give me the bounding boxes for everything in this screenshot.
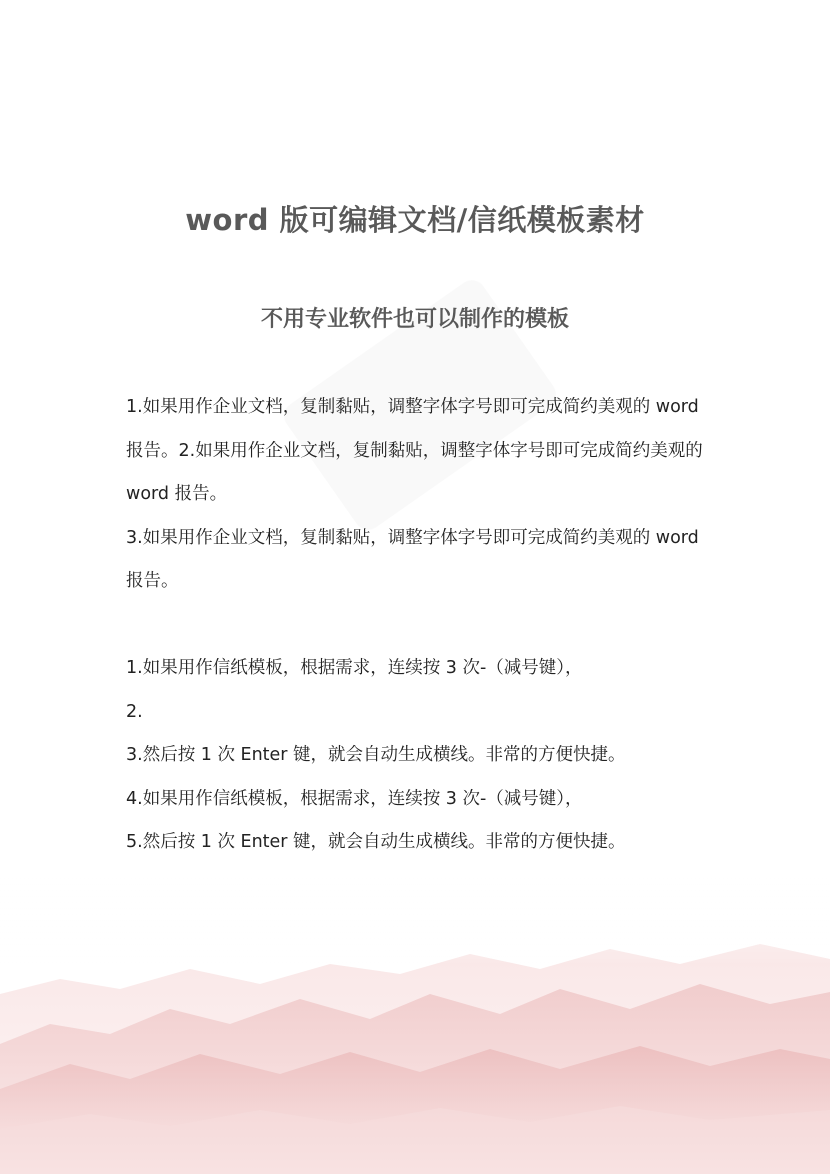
document-subtitle: 不用专业软件也可以制作的模板 [260, 307, 569, 332]
paragraph-group2-item-1: 1.如果用作信纸模板，根据需求，连续按 3 次-（减号键）， [126, 658, 583, 678]
paragraph-group1-item-2: 3.如果用作企业文档，复制黏贴，调整字体字号即可完成简约美观的 word 报告。 [126, 527, 699, 591]
paragraph-group2-item-4: 4.如果用作信纸模板，根据需求，连续按 3 次-（减号键）， [126, 788, 583, 809]
paragraph-spacer [126, 604, 716, 648]
mountain-background-decoration [0, 874, 830, 1174]
document-title: word 版可编辑文档/信纸模板素材 [185, 203, 645, 237]
paragraph-group2-item-3: 3.然后按 1 次 Enter 键，就会自动生成横线。非常的方便快捷。 [126, 745, 626, 765]
document-body [126, 386, 716, 865]
paragraph-group2-item-2: 2. [126, 701, 143, 722]
paragraph-group2-item-5: 5.然后按 1 次 Enter 键，就会自动生成横线。非常的方便快捷。 [126, 832, 626, 852]
paragraph-group1-item-1: 1.如果用作企业文档，复制黏贴，调整字体字号即可完成简约美观的 word 报告。2.如果用作企业文档，复制黏贴，调整字体字号即可完成简约美观的 word 报告。 [126, 397, 703, 504]
